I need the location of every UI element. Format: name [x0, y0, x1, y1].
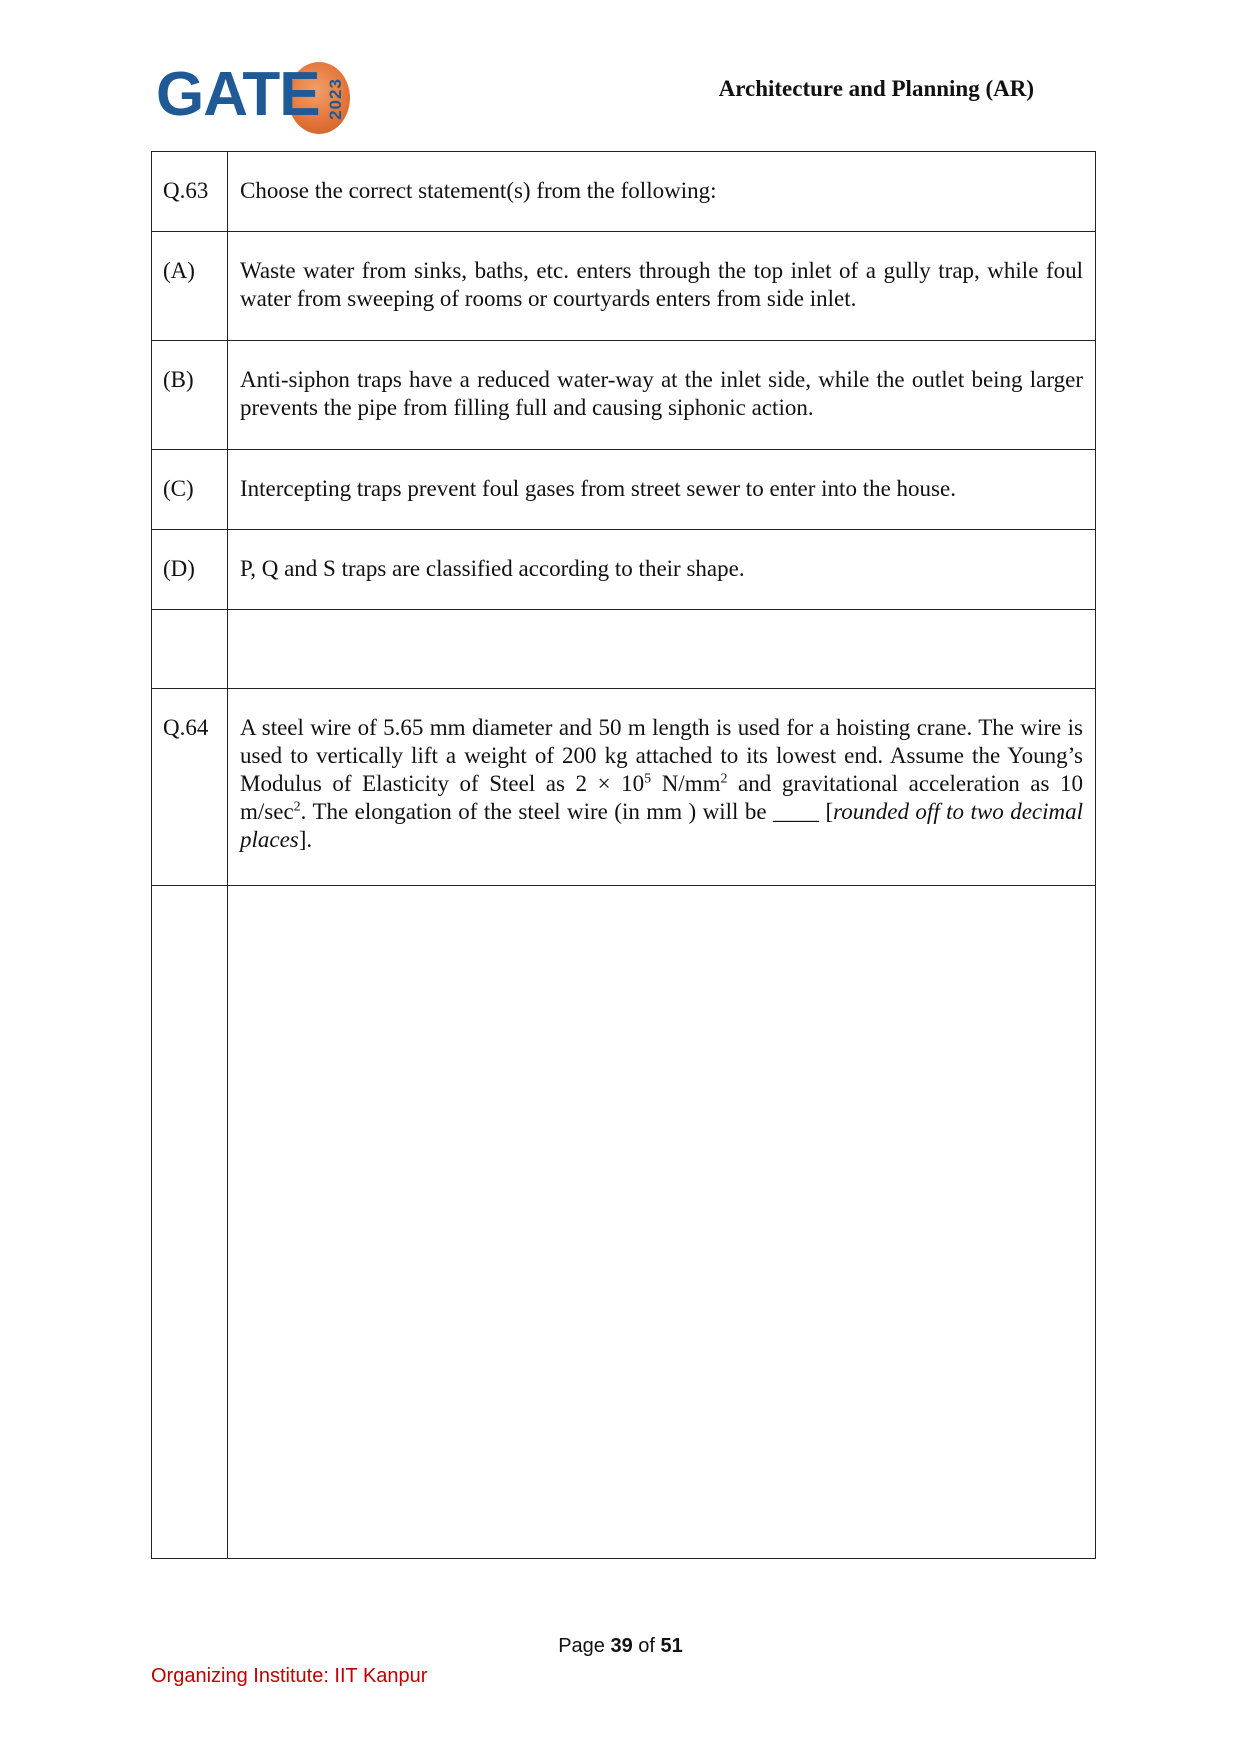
empty-cell	[228, 886, 1096, 1559]
gate-2023-logo	[156, 60, 356, 140]
empty-cell	[152, 886, 228, 1559]
option-label: (C)	[152, 450, 228, 530]
option-text: Anti-siphon traps have a reduced water-way at the inlet side, while the outlet being larger prevents the pipe from filling full and causing siphonic action.	[228, 341, 1096, 450]
logo-text: GATE	[156, 60, 320, 129]
option-label: (B)	[152, 341, 228, 450]
question-row-q64	[152, 689, 1096, 886]
organizing-institute: Organizing Institute: IIT Kanpur	[151, 1665, 428, 1687]
question-text: A steel wire of 5.65 mm diameter and 50 m length is used for a hoisting crane. The wire is used to vertically lift a weight of 200 kg attached to its lowest end. Assume the Young’s Modulus of Elasticity of Steel as $2 \times 10^5$ $N/mm^2$ and gravitational acceleration as 10 $m/\sec^2$. The elongation of the steel wire (in mm ) will be ____ [rounded off to two decimal places].	[228, 689, 1096, 886]
question-number: Q.64	[152, 689, 228, 886]
empty-row	[152, 610, 1096, 689]
answer-space-row	[152, 886, 1096, 1559]
question-prompt: Choose the correct statement(s) from the following:	[228, 152, 1096, 232]
option-row-a	[152, 232, 1096, 341]
question-number: Q.63	[152, 152, 228, 232]
question-row-q63	[152, 152, 1096, 232]
option-label: (A)	[152, 232, 228, 341]
option-row-d	[152, 530, 1096, 610]
page-number: Page 39 of 51	[558, 1635, 683, 1657]
option-row-c	[152, 450, 1096, 530]
option-label: (D)	[152, 530, 228, 610]
empty-cell	[228, 610, 1096, 689]
option-text: Waste water from sinks, baths, etc. enters through the top inlet of a gully trap, while foul water from sweeping of rooms or courtyards enters from side inlet.	[228, 232, 1096, 341]
empty-cell	[152, 610, 228, 689]
paper-title: Architecture and Planning (AR)	[718, 76, 1034, 101]
option-row-b	[152, 341, 1096, 450]
option-text: Intercepting traps prevent foul gases from street sewer to enter into the house.	[228, 450, 1096, 530]
question-table	[151, 151, 1096, 1559]
logo-year: 2023	[326, 78, 346, 120]
option-text: P, Q and S traps are classified according to their shape.	[228, 530, 1096, 610]
